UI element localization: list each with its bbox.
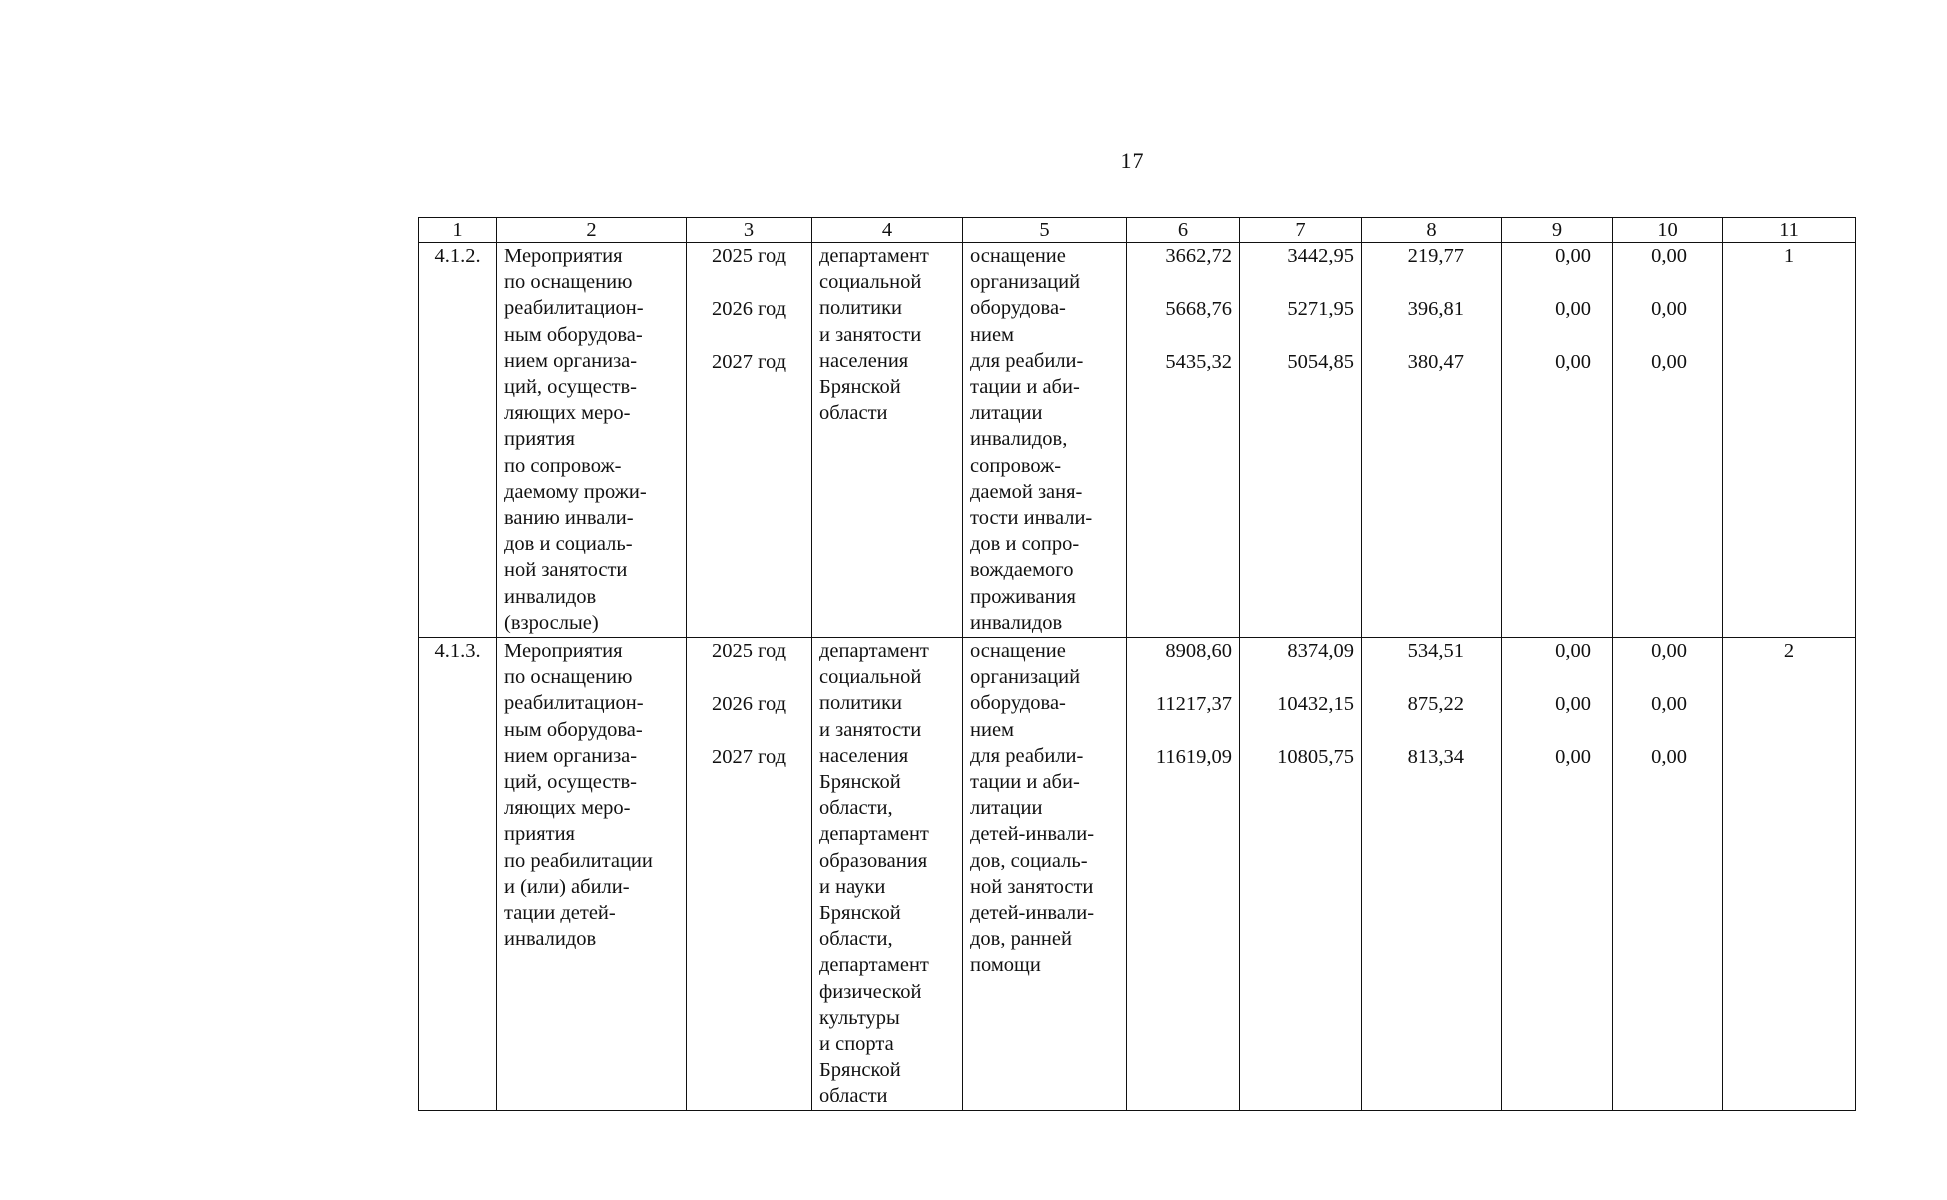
cell-line: и занятости: [819, 718, 922, 741]
table-row: [419, 638, 1856, 1111]
cell-line: 813,34: [1407, 746, 1464, 769]
cell-line: ванию инвали-: [504, 507, 634, 530]
cell-line: 5435,32: [1165, 351, 1232, 374]
cell-line: 10805,75: [1277, 746, 1354, 769]
page-number: 17: [1120, 148, 1145, 173]
column-number: 8: [1362, 218, 1502, 243]
column-number: 2: [497, 218, 687, 243]
cell-line: Мероприятия: [504, 245, 623, 267]
cell-line: нием: [970, 323, 1015, 346]
cell-line: (взрослые): [504, 611, 599, 634]
cell-line: инвалидов: [970, 611, 1063, 634]
cell-line: области: [819, 402, 888, 425]
cell-line: по реабилитации: [504, 849, 653, 872]
column-numbers-row: [419, 218, 1856, 243]
cell-line: вождаемого: [970, 559, 1074, 582]
amount-col8: [1362, 243, 1502, 638]
cell-line: и занятости: [819, 323, 922, 346]
item-code: 4.1.3.: [419, 638, 497, 1111]
expected-result: [963, 243, 1127, 638]
column-number: 4: [812, 218, 963, 243]
cell-line: даемой заня-: [970, 480, 1083, 503]
cell-line: образования: [819, 849, 928, 872]
cell-line: 5271,95: [1287, 298, 1354, 321]
cell-line: 2025 год: [711, 245, 787, 267]
cell-line: детей-инвали-: [970, 823, 1095, 846]
cell-line: нием: [970, 718, 1015, 741]
column-number: 10: [1613, 218, 1723, 243]
cell-line: дов, ранней: [970, 928, 1072, 951]
cell-line: дов и сопро-: [970, 533, 1080, 556]
amount-col10: [1613, 638, 1723, 1111]
cell-line: 11619,09: [1155, 746, 1232, 769]
column-number: 6: [1127, 218, 1240, 243]
cell-line: по оснащению: [504, 271, 633, 294]
cell-line: департамент: [819, 823, 929, 846]
column-number: 11: [1723, 218, 1856, 243]
amount-col8: [1362, 638, 1502, 1111]
target-indicator-ref: 1: [1723, 243, 1856, 638]
column-number: 9: [1502, 218, 1613, 243]
item-code: 4.1.2.: [419, 243, 497, 638]
cell-line: 219,77: [1407, 245, 1464, 267]
cell-line: ной занятости: [504, 559, 628, 582]
cell-line: 396,81: [1407, 298, 1464, 321]
cell-line: тации детей-: [504, 902, 616, 925]
cell-line: 3662,72: [1165, 245, 1232, 267]
cell-line: оснащение: [970, 245, 1066, 267]
cell-line: 2026 год: [711, 298, 787, 321]
cell-line: ной занятости: [970, 875, 1094, 898]
years-cell: [687, 638, 812, 1111]
cell-line: области: [819, 1085, 888, 1108]
cell-line: тации и аби-: [970, 771, 1080, 794]
cell-line: 0,00: [1651, 640, 1687, 662]
cell-line: 875,22: [1407, 693, 1464, 716]
cell-line: 2025 год: [711, 640, 787, 662]
cell-line: области,: [819, 797, 893, 820]
cell-line: 3442,95: [1287, 245, 1354, 267]
years-cell: [687, 243, 812, 638]
cell-line: 534,51: [1407, 640, 1464, 662]
column-number: 5: [963, 218, 1127, 243]
cell-line: населения: [819, 744, 909, 767]
cell-line: для реабили-: [970, 349, 1084, 372]
cell-line: тости инвали-: [970, 507, 1093, 530]
cell-line: 380,47: [1407, 351, 1464, 374]
cell-line: 8908,60: [1165, 640, 1232, 662]
executor: [812, 243, 963, 638]
cell-line: 0,00: [1555, 693, 1591, 716]
cell-line: населения: [819, 349, 909, 372]
column-number: 7: [1240, 218, 1362, 243]
cell-line: 10432,15: [1277, 693, 1354, 716]
cell-line: культуры: [819, 1006, 900, 1029]
cell-line: 0,00: [1651, 746, 1687, 769]
cell-line: департамент: [819, 640, 929, 662]
cell-line: дов и социаль-: [504, 533, 633, 556]
cell-line: Брянской: [819, 1059, 901, 1082]
cell-line: реабилитацион-: [504, 692, 644, 715]
cell-line: Брянской: [819, 376, 901, 399]
cell-line: инвалидов: [504, 585, 597, 608]
amount-col6: [1127, 243, 1240, 638]
cell-line: ляющих меро-: [504, 797, 631, 820]
cell-line: 0,00: [1555, 746, 1591, 769]
cell-line: 0,00: [1555, 298, 1591, 321]
cell-line: ным оборудова-: [504, 718, 643, 741]
cell-line: политики: [819, 297, 903, 320]
cell-line: физической: [819, 980, 922, 1003]
cell-line: помощи: [970, 954, 1041, 977]
executor: [812, 638, 963, 1111]
cell-line: 2027 год: [711, 746, 787, 769]
cell-line: даемому прожи-: [504, 480, 647, 503]
cell-line: 0,00: [1651, 245, 1687, 267]
cell-line: ным оборудова-: [504, 323, 643, 346]
cell-line: по оснащению: [504, 666, 633, 689]
cell-line: оснащение: [970, 640, 1066, 662]
cell-line: и спорта: [819, 1033, 894, 1056]
cell-line: 0,00: [1651, 693, 1687, 716]
cell-line: организаций: [970, 666, 1081, 689]
amount-col7: [1240, 243, 1362, 638]
cell-line: департамент: [819, 245, 929, 267]
cell-line: департамент: [819, 954, 929, 977]
cell-line: 0,00: [1555, 640, 1591, 662]
table-row: [419, 243, 1856, 638]
cell-line: нием организа-: [504, 744, 638, 767]
cell-line: по сопровож-: [504, 454, 622, 477]
cell-line: 8374,09: [1287, 640, 1354, 662]
target-indicator-ref: 2: [1723, 638, 1856, 1111]
cell-line: детей-инвали-: [970, 902, 1095, 925]
cell-line: приятия: [504, 428, 575, 451]
cell-line: 5054,85: [1287, 351, 1354, 374]
program-table: [418, 217, 1856, 1111]
cell-line: Брянской: [819, 902, 901, 925]
cell-line: Мероприятия: [504, 640, 623, 662]
measure-name: [497, 243, 687, 638]
cell-line: ций, осуществ-: [504, 771, 637, 794]
cell-line: и науки: [819, 875, 886, 898]
cell-line: ций, осуществ-: [504, 376, 637, 399]
amount-col10: [1613, 243, 1723, 638]
cell-line: 0,00: [1555, 351, 1591, 374]
cell-line: проживания: [970, 585, 1076, 608]
cell-line: 5668,76: [1165, 298, 1232, 321]
cell-line: инвалидов,: [970, 428, 1068, 451]
amount-col9: [1502, 638, 1613, 1111]
cell-line: сопровож-: [970, 454, 1062, 477]
amount-col9: [1502, 243, 1613, 638]
cell-line: дов, социаль-: [970, 849, 1088, 872]
cell-line: литации: [970, 402, 1043, 425]
cell-line: инвалидов: [504, 928, 597, 951]
cell-line: для реабили-: [970, 744, 1084, 767]
cell-line: оборудова-: [970, 297, 1066, 320]
cell-line: 0,00: [1651, 351, 1687, 374]
column-number: 3: [687, 218, 812, 243]
column-number: 1: [419, 218, 497, 243]
cell-line: политики: [819, 692, 903, 715]
cell-line: литации: [970, 797, 1043, 820]
cell-line: 0,00: [1651, 298, 1687, 321]
cell-line: 2027 год: [711, 351, 787, 374]
cell-line: и (или) абили-: [504, 875, 630, 898]
cell-line: тации и аби-: [970, 376, 1080, 399]
cell-line: реабилитацион-: [504, 297, 644, 320]
cell-line: приятия: [504, 823, 575, 846]
cell-line: нием организа-: [504, 349, 638, 372]
cell-line: оборудова-: [970, 692, 1066, 715]
measure-name: [497, 638, 687, 1111]
cell-line: социальной: [819, 666, 922, 689]
cell-line: ляющих меро-: [504, 402, 631, 425]
cell-line: 2026 год: [711, 693, 787, 716]
cell-line: организаций: [970, 271, 1081, 294]
cell-line: 11217,37: [1155, 693, 1232, 716]
cell-line: Брянской: [819, 771, 901, 794]
cell-line: области,: [819, 928, 893, 951]
expected-result: [963, 638, 1127, 1111]
cell-line: социальной: [819, 271, 922, 294]
amount-col7: [1240, 638, 1362, 1111]
cell-line: 0,00: [1555, 245, 1591, 267]
amount-col6: [1127, 638, 1240, 1111]
